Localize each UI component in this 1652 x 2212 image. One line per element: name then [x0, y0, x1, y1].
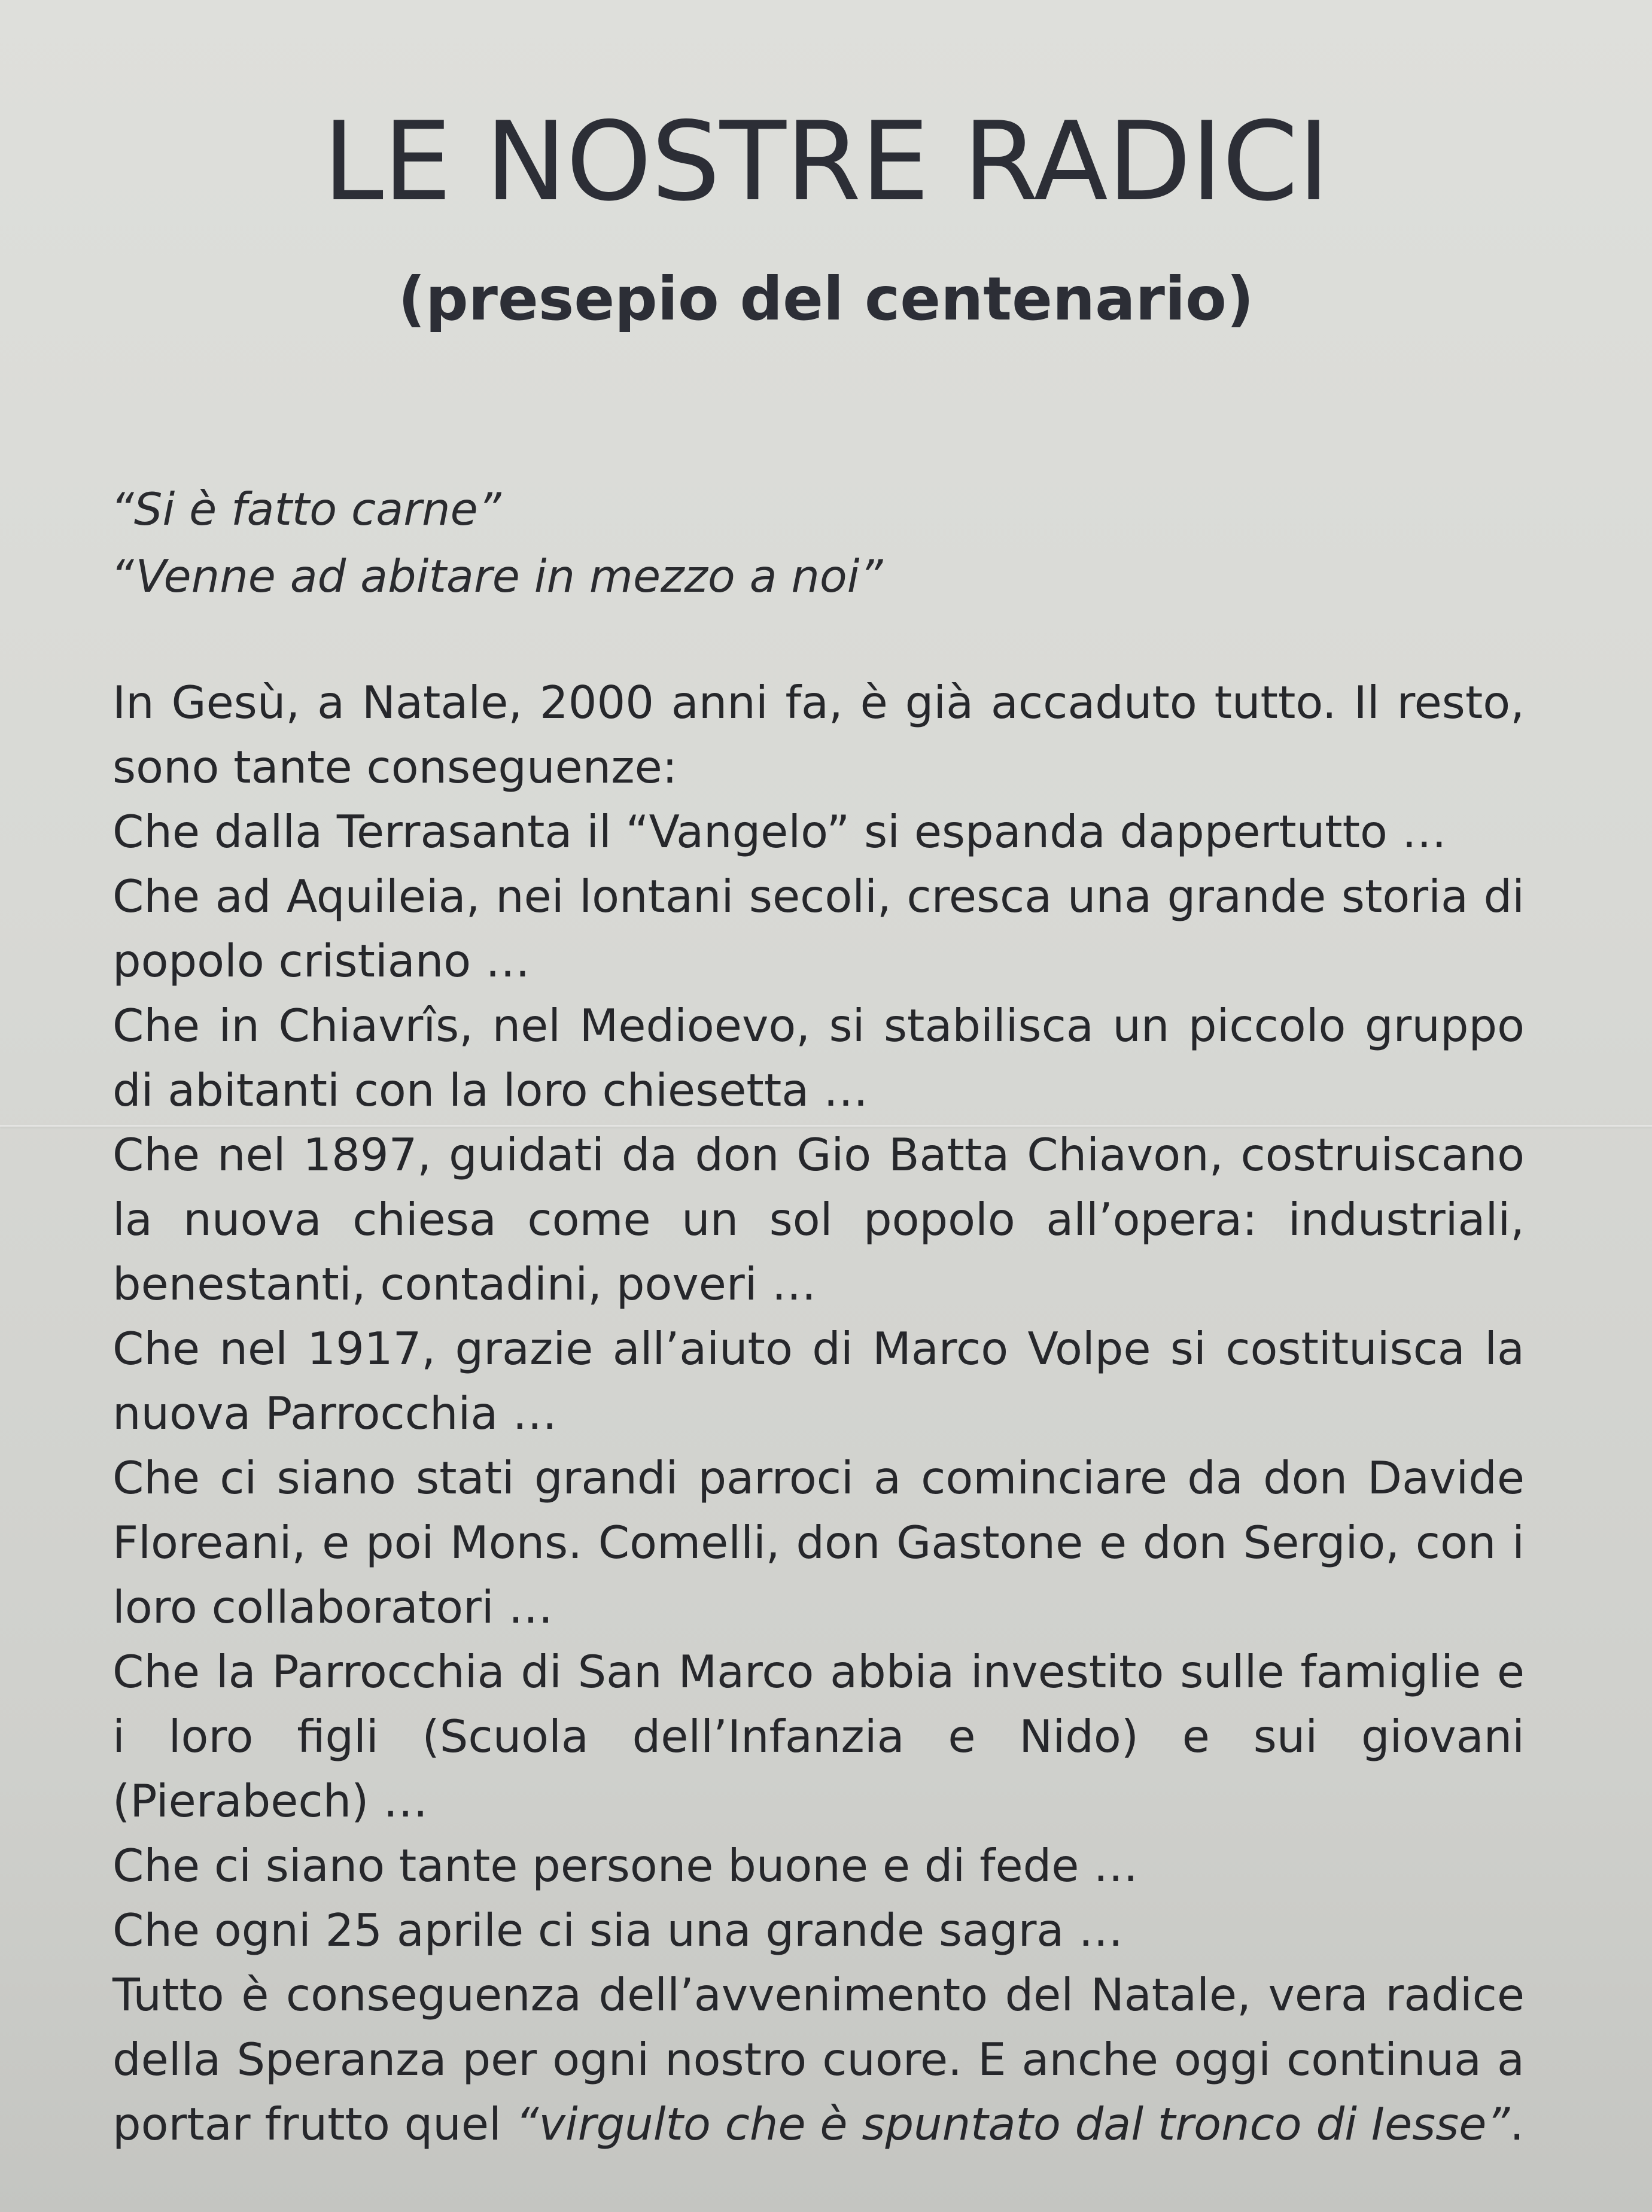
- closing-text: Tutto è conseguenza dell’avvenimento del Natale, vera radice della Speranza per ogni nostro cuore. E anche oggi continua a portar frutto quel: [112, 1968, 1525, 2150]
- quote-line: “Si è fatto carne”: [111, 483, 501, 535]
- paragraph: Che ci siano stati grandi parroci a cominciare da don Davide Floreani, e poi Mons. Comelli, don Gastone e don Sergio, con i loro collaboratori …: [112, 1452, 1525, 1633]
- page-subtitle: (presepio del centenario): [398, 264, 1254, 334]
- scripture-quotes: [111, 476, 1487, 610]
- paragraph: In Gesù, a Natale, 2000 anni fa, è già accaduto tutto. Il resto, sono tante conseguenze:: [112, 676, 1525, 793]
- paragraph: Che dalla Terrasanta il “Vangelo” si espanda dappertutto …: [112, 805, 1447, 858]
- closing-end: .: [1510, 2098, 1525, 2150]
- paragraph: Che nel 1917, grazie all’aiuto di Marco Volpe si costituisca la nuova Parrocchia …: [112, 1322, 1525, 1440]
- paragraph: Che in Chiavrîs, nel Medioevo, si stabilisca un piccolo gruppo di abitanti con la loro chiesetta …: [112, 999, 1525, 1116]
- quote-line: “Venne ad abitare in mezzo a noi”: [111, 550, 883, 603]
- paragraph: Che nel 1897, guidati da don Gio Batta Chiavon, costruiscano la nuova chiesa come un sol popolo all’opera: industriali, benestanti, contadini, poveri …: [112, 1128, 1525, 1310]
- closing-quote: “virgulto che è spuntato dal tronco di Iesse”: [515, 2098, 1510, 2150]
- page-title: LE NOSTRE RADICI: [323, 98, 1329, 225]
- paragraph: Che la Parrocchia di San Marco abbia investito sulle famiglie e i loro figli (Scuola dell’Infanzia e Nido) e sui giovani (Pierabech) …: [112, 1645, 1525, 1827]
- paragraph: Che ogni 25 aprile ci sia una grande sagra …: [112, 1904, 1124, 1957]
- closing-paragraph: [112, 1962, 1525, 2156]
- body-text: [112, 670, 1525, 2156]
- paragraph: Che ad Aquileia, nei lontani secoli, cresca una grande storia di popolo cristiano …: [112, 870, 1525, 987]
- paragraph: Che ci siano tante persone buone e di fede …: [112, 1839, 1139, 1892]
